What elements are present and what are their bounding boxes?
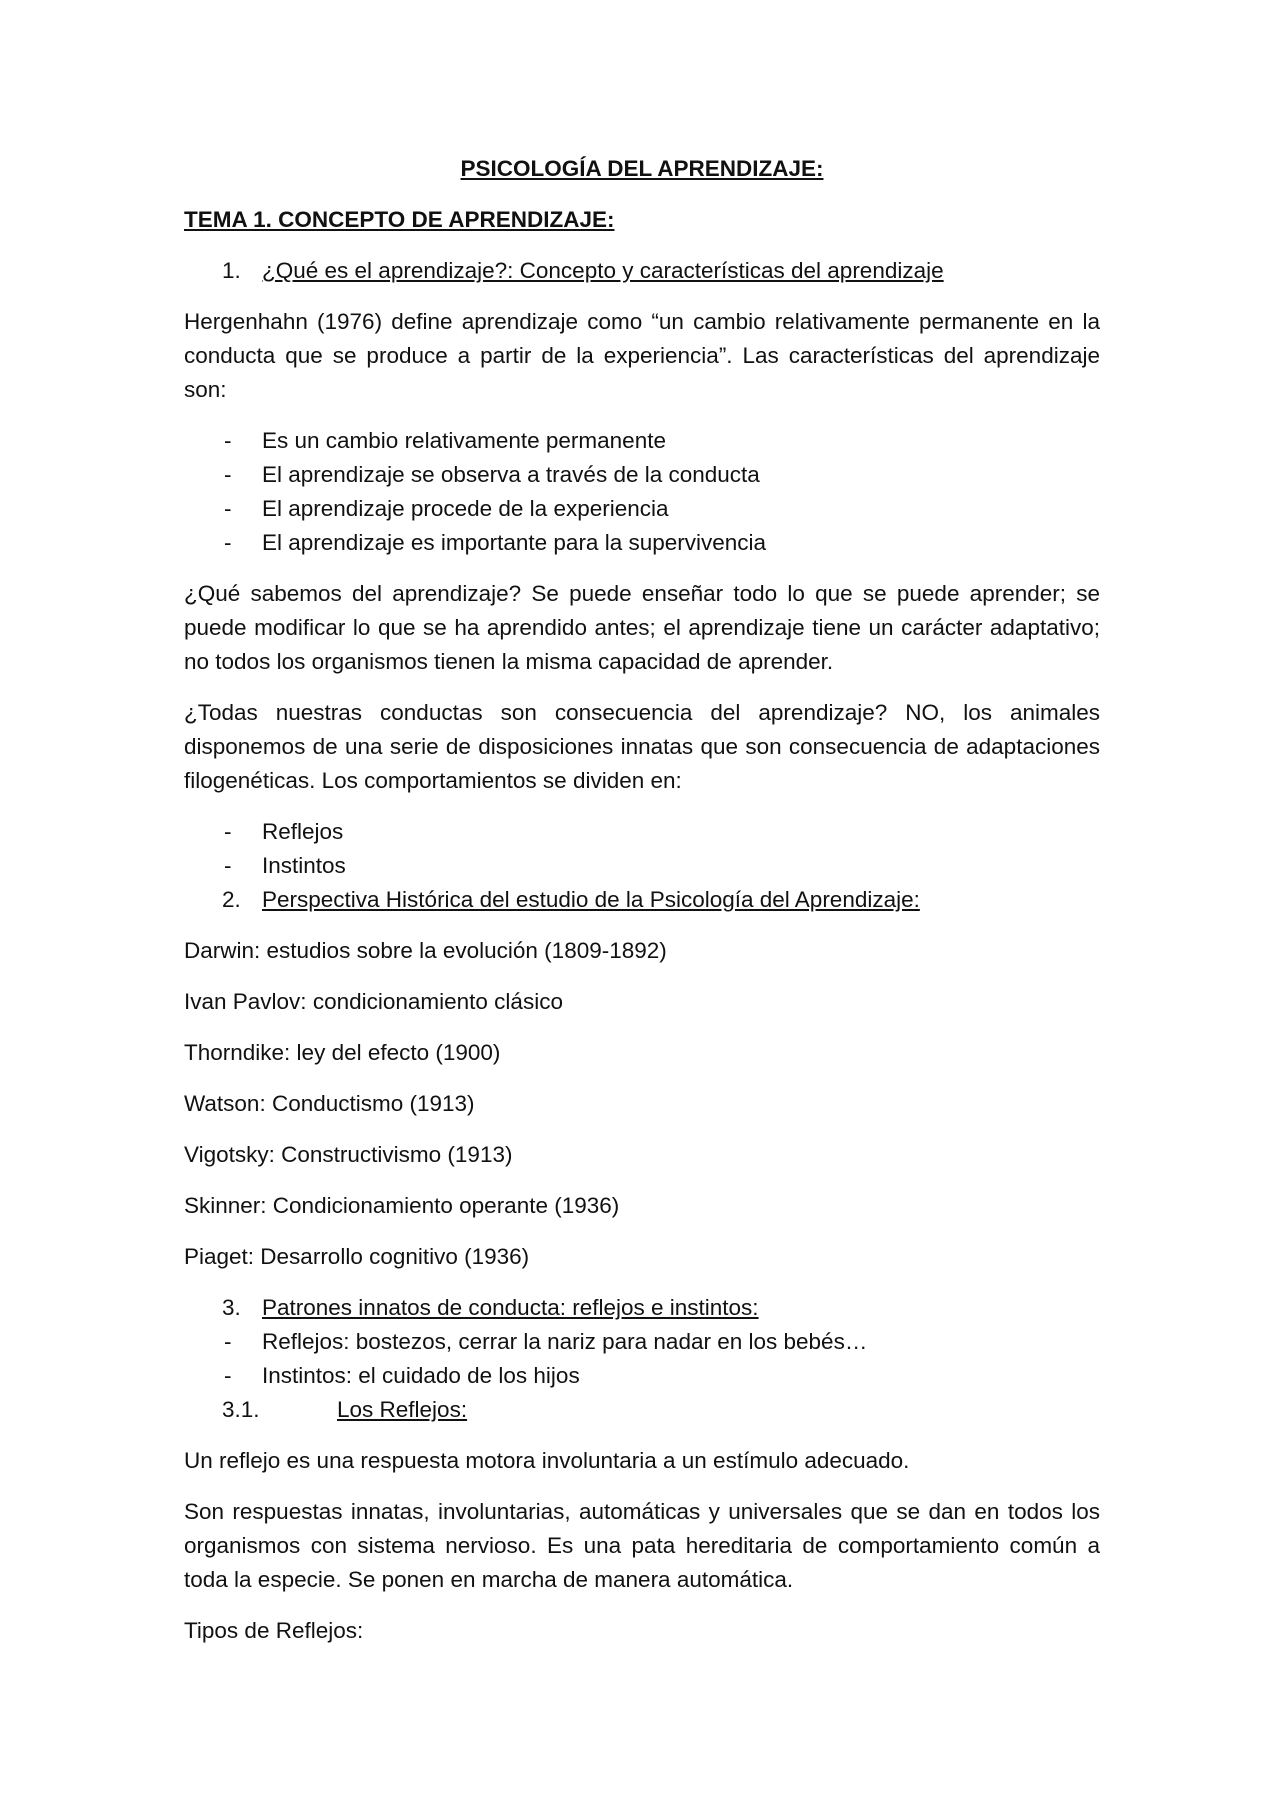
paragraph-reflex-description: Son respuestas innatas, involuntarias, automáticas y universales que se dan en todos los organismos con sistema nervioso. Es una pata hereditaria de comportamiento común a toda la especie. Se ponen en marcha de manera automática. bbox=[184, 1499, 1100, 1592]
list-item bbox=[184, 458, 1100, 492]
dash-bullet: - bbox=[224, 428, 232, 453]
history-line: Watson: Conductismo (1913) bbox=[184, 1091, 475, 1116]
history-line: Darwin: estudios sobre la evolución (1809-1892) bbox=[184, 938, 667, 963]
list-item bbox=[184, 1359, 1100, 1393]
dash-bullet: - bbox=[224, 530, 232, 555]
dash-bullet: - bbox=[224, 1363, 232, 1388]
section-title: ¿Qué es el aprendizaje?: Concepto y características del aprendizaje bbox=[262, 258, 944, 283]
paragraph-reflex-definition: Un reflejo es una respuesta motora involuntaria a un estímulo adecuado. bbox=[184, 1448, 910, 1473]
paragraph-all-behaviors: ¿Todas nuestras conductas son consecuencia del aprendizaje? NO, los animales disponemos de una serie de disposiciones innatas que son consecuencia de adaptaciones filogenéticas. Los comportamientos se dividen en: bbox=[184, 700, 1100, 793]
history-line: Thorndike: ley del efecto (1900) bbox=[184, 1040, 501, 1065]
document-page bbox=[184, 152, 1100, 1665]
list-item bbox=[184, 492, 1100, 526]
list-item-text: El aprendizaje se observa a través de la conducta bbox=[262, 462, 760, 487]
dash-bullet: - bbox=[224, 853, 232, 878]
list-item-text: Instintos: el cuidado de los hijos bbox=[262, 1363, 580, 1388]
section-title: Los Reflejos: bbox=[337, 1397, 468, 1422]
list-item-text: Reflejos: bostezos, cerrar la nariz para nadar en los bebés… bbox=[262, 1329, 868, 1354]
section-1-heading bbox=[184, 254, 1100, 288]
paragraph-what-we-know: ¿Qué sabemos del aprendizaje? Se puede enseñar todo lo que se puede aprender; se puede modificar lo que se ha aprendido antes; el aprendizaje tiene un carácter adaptativo; no todos los organismos tienen la misma capacidad de aprender. bbox=[184, 581, 1100, 674]
section-number: 1. bbox=[222, 258, 241, 283]
list-item-text: El aprendizaje procede de la experiencia bbox=[262, 496, 669, 521]
section-number: 2. bbox=[222, 887, 241, 912]
list-item bbox=[184, 424, 1100, 458]
paragraph-reflex-types: Tipos de Reflejos: bbox=[184, 1618, 364, 1643]
section-2-heading bbox=[184, 883, 1100, 917]
characteristics-list bbox=[184, 424, 1100, 560]
list-item-text: Es un cambio relativamente permanente bbox=[262, 428, 666, 453]
paragraph-definition: Hergenhahn (1976) define aprendizaje como “un cambio relativamente permanente en la conducta que se produce a partir de la experiencia”. Las características del aprendizaje son: bbox=[184, 309, 1100, 402]
history-line: Ivan Pavlov: condicionamiento clásico bbox=[184, 989, 563, 1014]
section-title: Perspectiva Histórica del estudio de la Psicología del Aprendizaje: bbox=[262, 887, 920, 912]
section-number: 3.1. bbox=[222, 1397, 260, 1422]
list-item bbox=[184, 815, 1100, 849]
list-item bbox=[184, 1325, 1100, 1359]
history-line: Vigotsky: Constructivismo (1913) bbox=[184, 1142, 513, 1167]
list-item bbox=[184, 849, 1100, 883]
section-3-heading bbox=[184, 1291, 1100, 1325]
section-title: Patrones innatos de conducta: reflejos e instintos: bbox=[262, 1295, 759, 1320]
behaviors-list bbox=[184, 815, 1100, 883]
list-item-text: Reflejos bbox=[262, 819, 344, 844]
dash-bullet: - bbox=[224, 462, 232, 487]
innate-patterns-list bbox=[184, 1325, 1100, 1393]
section-3-1-heading bbox=[184, 1393, 1100, 1427]
dash-bullet: - bbox=[224, 496, 232, 521]
document-title: PSICOLOGÍA DEL APRENDIZAJE: bbox=[460, 156, 824, 181]
list-item-text: El aprendizaje es importante para la supervivencia bbox=[262, 530, 767, 555]
tema-heading: TEMA 1. CONCEPTO DE APRENDIZAJE: bbox=[184, 207, 615, 232]
list-item-text: Instintos bbox=[262, 853, 346, 878]
list-item bbox=[184, 526, 1100, 560]
dash-bullet: - bbox=[224, 819, 232, 844]
history-line: Piaget: Desarrollo cognitivo (1936) bbox=[184, 1244, 530, 1269]
dash-bullet: - bbox=[224, 1329, 232, 1354]
history-line: Skinner: Condicionamiento operante (1936) bbox=[184, 1193, 620, 1218]
section-number: 3. bbox=[222, 1295, 241, 1320]
